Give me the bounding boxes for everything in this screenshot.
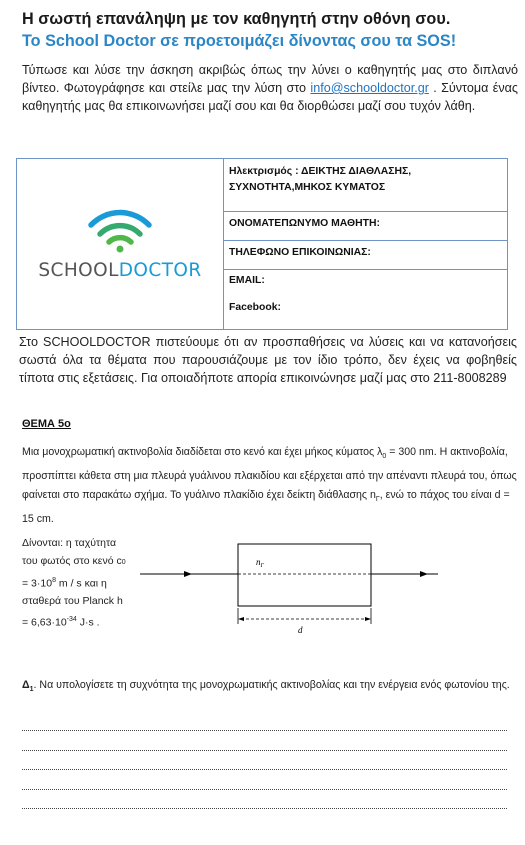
facebook-field[interactable]: Facebook: [224, 299, 508, 330]
wifi-logo-icon [87, 207, 153, 253]
arrow-icon [420, 571, 428, 577]
refractive-index-label: $n_\Gamma$ [256, 557, 264, 569]
support-paragraph: Στο SCHOOLDOCTOR πιστεύουμε ότι αν προσπαθήσεις να λύσεις και να κατανοήσεις σωστά όλα τα θέματα που παρουσιάζουμε με τον ίδιο τρόπο, δεν έχεις να φοβηθείς τίποτα στις εξετάσεις. Για οποιαδήποτε απορία επικοινώνησε μαζί μας στο 211-8008289 [19, 335, 517, 385]
glass-plate-diagram [136, 538, 448, 643]
question-d1: $\Delta_1$. Να υπολογίσετε τη συχνότητα της μονοχρωματικής ακτινοβολίας και την ενέργεια ενός φωτονίου της. [22, 679, 510, 694]
intro-paragraph [22, 61, 518, 115]
answer-line[interactable] [22, 730, 507, 731]
answer-line[interactable] [22, 769, 507, 770]
answer-line[interactable] [22, 789, 507, 790]
answer-lines[interactable] [22, 730, 507, 828]
given-constants: Δίνονται: η ταχύτητα του φωτός στο κενό $c0 = 3\cdot 10^8$ m / s και η σταθερά του Planck $h = 6,63\cdot 10^{-34}$ J·s . [22, 537, 126, 629]
arrow-icon [184, 571, 192, 577]
email-field[interactable]: EMAIL: [224, 270, 508, 299]
logo-cell [17, 159, 224, 330]
glass-plate [238, 544, 371, 606]
student-name-field[interactable]: ΟΝΟΜΑΤΕΠΩΝΥΜΟ ΜΑΘΗΤΗ: [224, 212, 508, 241]
answer-line[interactable] [22, 808, 507, 809]
email-link[interactable]: info@schooldoctor.gr [310, 81, 429, 95]
student-info-table [16, 158, 508, 330]
intro-text-before: Τύπωσε και λύσε την άσκηση ακριβώς όπως την λύνει ο καθηγητής μας στο διπλανό βίντεο. Φωτογράφησε και στείλε μας την λύση στο [22, 63, 518, 95]
logo-wordmark: SCHOOLDOCTOR [38, 260, 202, 281]
answer-line[interactable] [22, 750, 507, 751]
subject-cell: Ηλεκτρισμός : ΔΕΙΚΤΗΣ ΔΙΑΘΛΑΣΗΣ, ΣΥΧΝΟΤΗΤΑ,ΜΗΚΟΣ ΚΥΜΑΤΟΣ [224, 159, 508, 212]
thickness-label: d [298, 625, 303, 635]
header-subtitle: Το School Doctor σε προετοιμάζει δίνοντας σου τα SOS! [22, 32, 457, 50]
theme-title: ΘΕΜΑ 5ο [22, 418, 71, 430]
header-title: Η σωστή επανάληψη με τον καθηγητή στην οθόνη σου. [22, 10, 451, 28]
problem-statement: Μια μονοχρωματική ακτινοβολία διαδίδεται στο κενό και έχει μήκος κύματος $\lambda_0 = 300$ nm. Η ακτινοβολία, προσπίπτει κάθετα στη μια πλευρά γυάλινου πλακιδίου και εξέρχεται από την απέναντι πλευρά του, όπως φαίνεται στο παρακάτω σχήμα. Το γυάλινο πλακίδιο έχει δείκτη διάθλασης $n_\Gamma$, ενώ το πάχος του είναι d = 15 cm. [22, 446, 517, 525]
phone-field[interactable]: ΤΗΛΕΦΩΝΟ ΕΠΙΚΟΙΝΩΝΙΑΣ: [224, 241, 508, 270]
intro-text-after: . Σύντομα ένας καθηγητής μας θα επικοινωνήσει μαζί σου και θα διορθώσει μαζί σου τυχόν λάθη. [22, 81, 518, 113]
